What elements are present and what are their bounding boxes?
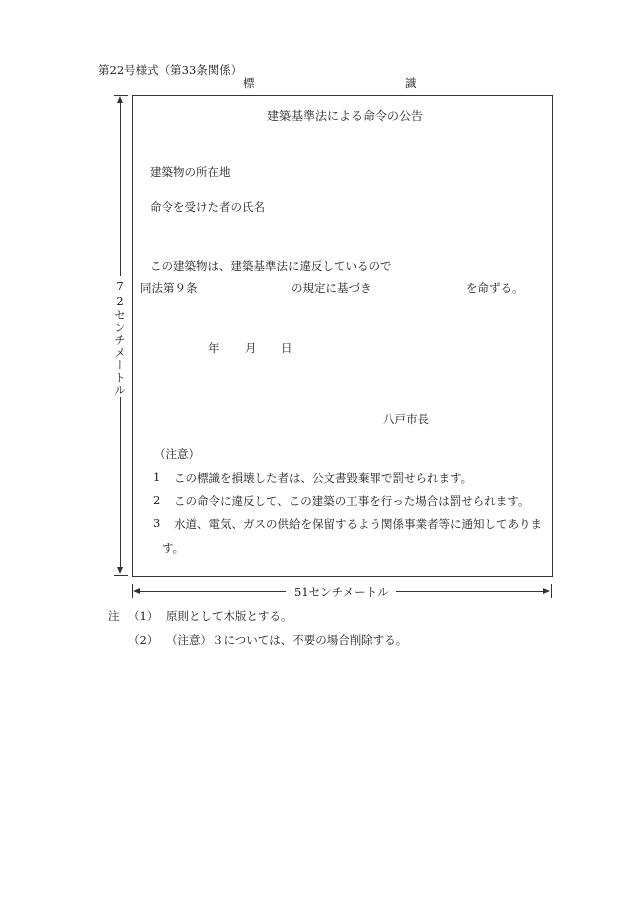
statement-law: 同法第９条: [140, 281, 198, 295]
statement-line-1: この建築物は、建築基準法に違反しているので: [150, 259, 392, 273]
date-day: 日: [281, 341, 293, 355]
height-dimension-line-upper: [120, 100, 121, 276]
date-month: 月: [245, 341, 257, 355]
recipient-label: 命令を受けた者の氏名: [150, 200, 265, 214]
footnote-2-text: （注意）３については、不要の場合削除する。: [166, 633, 408, 647]
issuer: 八戸市長: [383, 412, 429, 426]
footnote-1-number: （1）: [128, 609, 159, 623]
form-id: 第22号様式（第33条関係）: [98, 63, 243, 77]
width-dimension-right-tick: [551, 584, 552, 598]
height-dimension-bottom-tick: [114, 575, 128, 576]
sign-heading-char-2: 識: [405, 76, 417, 90]
width-dimension-line-right: [396, 591, 546, 592]
footnote-1-text: 原則として木版とする。: [166, 609, 293, 623]
note-3-text: 水道、電気、ガスの供給を保留するよう関係事業者等に通知してありま: [174, 517, 542, 531]
sign-title: 建築基準法による命令の公告: [267, 109, 424, 123]
height-dimension-line-lower: [120, 382, 121, 570]
sign-heading-char-1: 標: [243, 76, 255, 90]
footnote-prefix: 注: [108, 609, 120, 623]
note-3-number: 3: [153, 516, 161, 530]
note-1-text: この標識を損壊した者は、公文書毀棄罪で罰せられます。: [174, 471, 473, 485]
notes-heading: （注意）: [154, 447, 200, 461]
date-year: 年: [208, 341, 220, 355]
width-dimension-line-left: [138, 591, 286, 592]
note-3-continuation: す。: [162, 541, 185, 555]
location-label: 建築物の所在地: [150, 165, 231, 179]
statement-order: を命ずる。: [466, 281, 524, 295]
note-1-number: 1: [153, 470, 161, 484]
width-dimension-label: 51センチメートル: [294, 585, 389, 599]
note-2-number: 2: [153, 493, 161, 507]
statement-basis: の規定に基づき: [291, 281, 372, 295]
footnote-2-number: （2）: [128, 633, 159, 647]
note-2-text: この命令に違反して、この建築の工事を行った場合は罰せられます。: [174, 494, 530, 508]
height-dimension-label: 72センチメートル: [113, 279, 127, 397]
